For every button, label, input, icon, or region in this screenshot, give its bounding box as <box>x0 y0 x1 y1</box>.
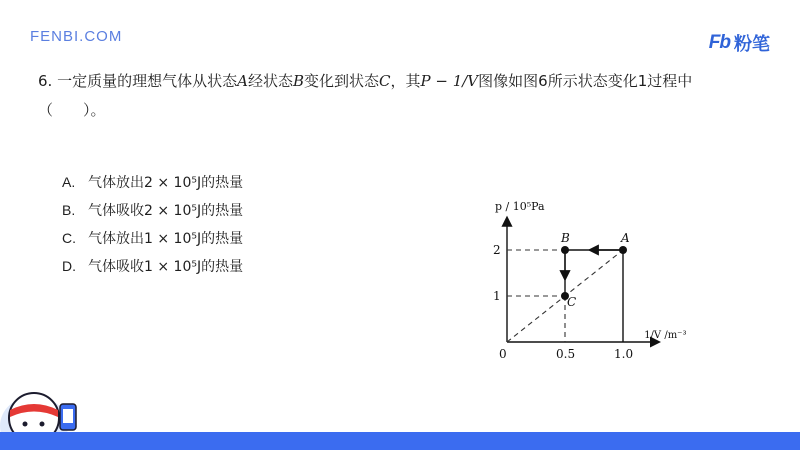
state-point-b <box>561 246 569 254</box>
option-text: 气体放出1 × 10⁵J的热量 <box>88 231 244 247</box>
y-tick-label: 1 <box>493 289 501 303</box>
state-point-a <box>619 246 627 254</box>
y-tick-label: 2 <box>493 243 501 257</box>
option-d[interactable] <box>62 256 243 284</box>
state-b-label: B <box>292 72 304 90</box>
question-text-part: 经状态 <box>247 72 293 90</box>
option-letter: D. <box>62 258 76 274</box>
option-letter: A. <box>62 174 76 190</box>
brand-mark: Fb <box>708 32 730 53</box>
question-stem <box>38 67 758 125</box>
state-label-a: A <box>621 231 630 245</box>
option-letter: B. <box>62 202 76 218</box>
x-tick-label: 0.5 <box>556 347 576 361</box>
option-letter: C. <box>62 230 76 246</box>
answer-blank: （ ）。 <box>38 101 106 119</box>
x-tick-label: 0 <box>499 347 507 361</box>
bottom-bar <box>0 432 800 450</box>
question-text-part: 变化到状态 <box>304 72 380 90</box>
x-tick-label: 1.0 <box>614 347 634 361</box>
p-inverse-v-chart <box>478 192 718 382</box>
x-axis-title: 1/V /m⁻³ <box>644 330 687 341</box>
graph-expression: P − 1/V <box>420 72 479 90</box>
question-number: 6. <box>38 72 53 90</box>
brand-name: 粉笔 <box>734 34 770 55</box>
option-text: 气体吸收1 × 10⁵J的热量 <box>88 259 244 275</box>
option-b[interactable] <box>62 200 243 228</box>
state-label-c: C <box>567 295 577 309</box>
option-c[interactable] <box>62 228 243 256</box>
question-line-1 <box>38 67 758 96</box>
question-line-2 <box>38 96 758 125</box>
answer-options <box>62 172 243 284</box>
question-text-part: ，其 <box>390 72 421 90</box>
y-axis-title: p / 10⁵Pa <box>495 200 545 213</box>
state-a-label: A <box>237 72 248 90</box>
state-c-label: C <box>379 72 391 90</box>
option-a[interactable] <box>62 172 243 200</box>
option-text: 气体放出2 × 10⁵J的热量 <box>88 175 244 191</box>
option-text: 气体吸收2 × 10⁵J的热量 <box>88 203 244 219</box>
question-text-part: 一定质量的理想气体从状态 <box>57 72 238 90</box>
brand-logo <box>709 30 770 56</box>
watermark-text: FENBI.COM <box>30 28 123 45</box>
state-label-b: B <box>561 231 570 245</box>
question-text-part: 图像如图6所示状态变化1过程中 <box>478 72 693 90</box>
